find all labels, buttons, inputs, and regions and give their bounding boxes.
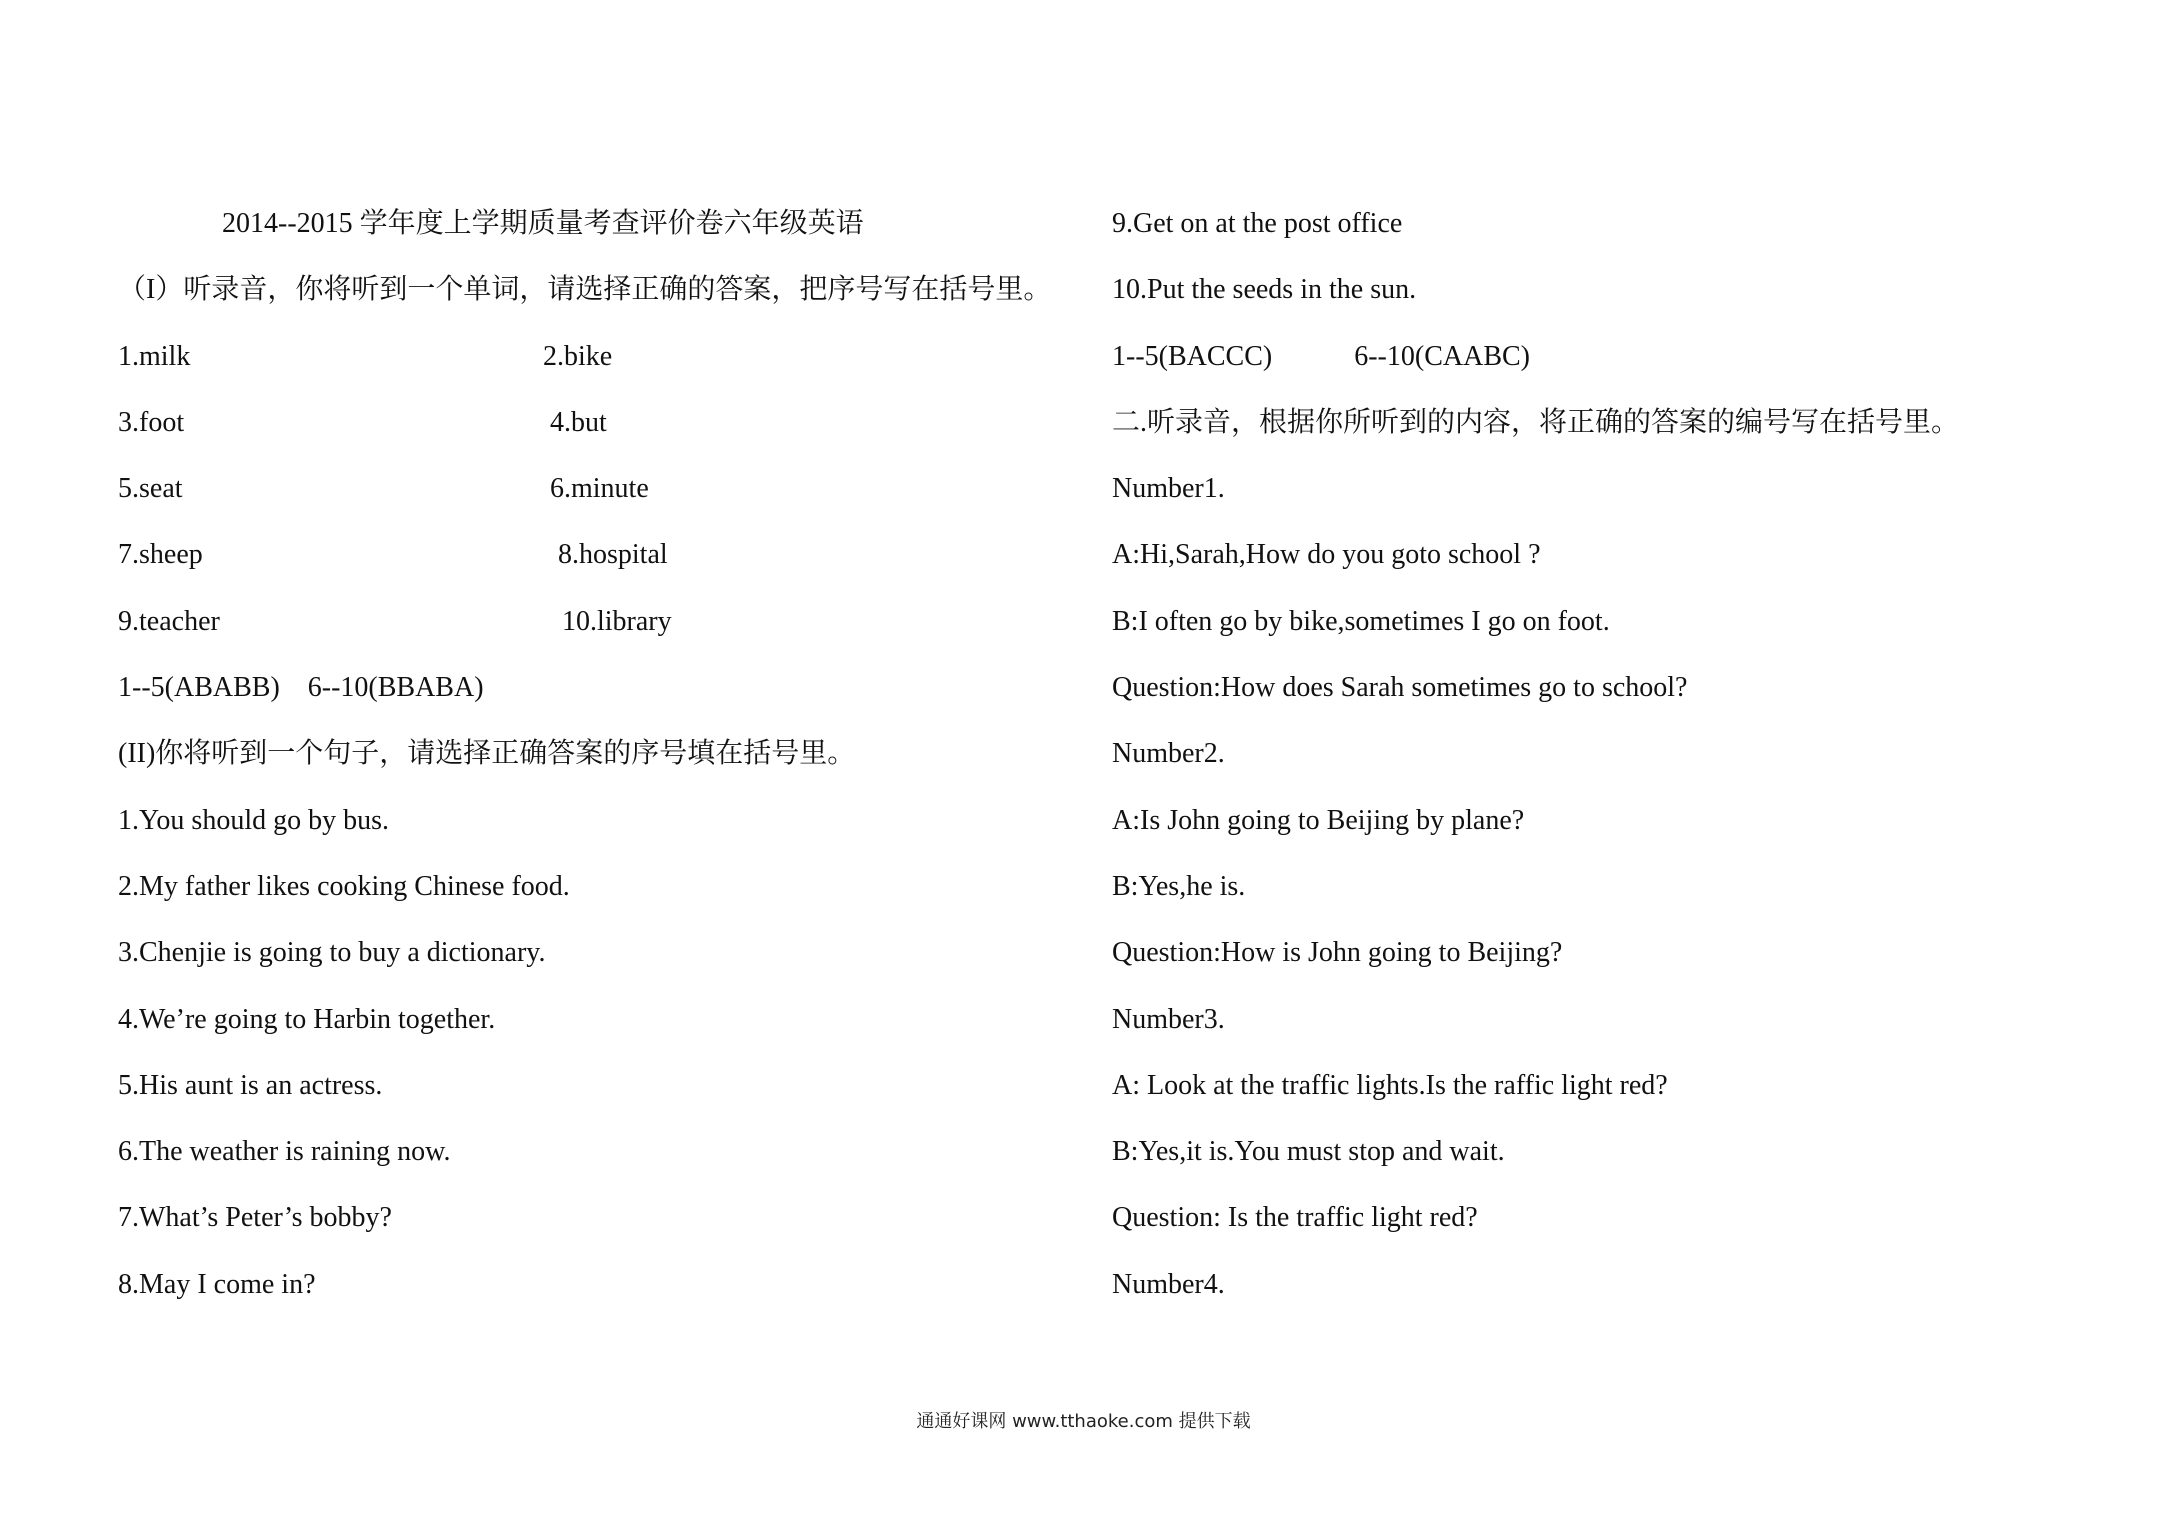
answer-key: 1--5(BACCC)	[1112, 340, 1273, 372]
dialog-line: Question: Is the traffic light red?	[1112, 1202, 1478, 1234]
word-row	[118, 329, 1078, 395]
dialog-line: A:Is John going to Beijing by plane?	[1112, 804, 1525, 836]
word-item: 6.minute	[550, 473, 649, 505]
section1-heading: （I）听录音，你将听到一个单词，请选择正确的答案，把序号写在括号里。	[118, 274, 1052, 306]
sentence-item: 10.Put the seeds in the sun.	[1112, 274, 1417, 306]
word-item: 2.bike	[543, 340, 613, 372]
sentence-item: 4.We’re going to Harbin together.	[118, 1003, 496, 1035]
word-row	[118, 461, 1078, 527]
section2-answers	[1112, 329, 2112, 395]
word-row	[118, 527, 1078, 593]
sentence-item: 9.Get on at the post office	[1112, 208, 1403, 239]
left-column	[118, 196, 1078, 1323]
answer-key: 6--10(BBABA)	[307, 672, 484, 704]
answer-key: 6--10(CAABC)	[1354, 340, 1530, 372]
dialog-line: Number2.	[1112, 738, 1225, 770]
word-item: 9.teacher	[118, 605, 220, 637]
sentence-item: 1.You should go by bus.	[118, 804, 389, 836]
sentence-item: 6.The weather is raining now.	[118, 1136, 451, 1168]
exam-title: 2014--2015 学年度上学期质量考查评价卷六年级英语	[222, 208, 864, 239]
word-item: 1.milk	[118, 340, 191, 372]
sentence-item: 3.Chenjie is going to buy a dictionary.	[118, 937, 546, 969]
word-item: 5.seat	[118, 473, 183, 505]
section3-heading: 二.听录音，根据你所听到的内容，将正确的答案的编号写在括号里。	[1112, 406, 1960, 438]
dialog-line: Question:How does Sarah sometimes go to school?	[1112, 672, 1688, 704]
word-item: 10.library	[562, 605, 672, 637]
sentence-item: 7.What’s Peter’s bobby?	[118, 1202, 392, 1234]
word-item: 4.but	[550, 406, 607, 438]
word-item: 7.sheep	[118, 539, 203, 571]
dialog-line: B:Yes,he is.	[1112, 870, 1246, 902]
dialog-line: Number3.	[1112, 1003, 1225, 1035]
dialog-line: B:Yes,it is.You must stop and wait.	[1112, 1136, 1505, 1168]
dialog-line: Number4.	[1112, 1268, 1225, 1300]
dialog-line: B:I often go by bike,sometimes I go on foot.	[1112, 605, 1610, 637]
word-row	[118, 395, 1078, 461]
word-row	[118, 594, 1078, 660]
word-item: 3.foot	[118, 406, 185, 438]
section2-heading: (II)你将听到一个句子，请选择正确答案的序号填在括号里。	[118, 738, 856, 770]
answer-key: 1--5(ABABB)	[118, 672, 280, 704]
right-column	[1112, 196, 2112, 1323]
word-item: 8.hospital	[558, 539, 668, 571]
dialog-line: A: Look at the traffic lights.Is the raffic light red?	[1112, 1069, 1668, 1101]
sentence-item: 5.His aunt is an actress.	[118, 1069, 383, 1101]
sentence-item: 8.May I come in?	[118, 1268, 316, 1300]
dialog-line: A:Hi,Sarah,How do you goto school ?	[1112, 539, 1541, 571]
section1-answers	[118, 660, 1078, 726]
dialog-line: Number1.	[1112, 473, 1225, 505]
sentence-item: 2.My father likes cooking Chinese food.	[118, 870, 570, 902]
dialog-line: Question:How is John going to Beijing?	[1112, 937, 1563, 969]
footer-watermark: 通通好课网 www.tthaoke.com 提供下载	[916, 1411, 1251, 1432]
